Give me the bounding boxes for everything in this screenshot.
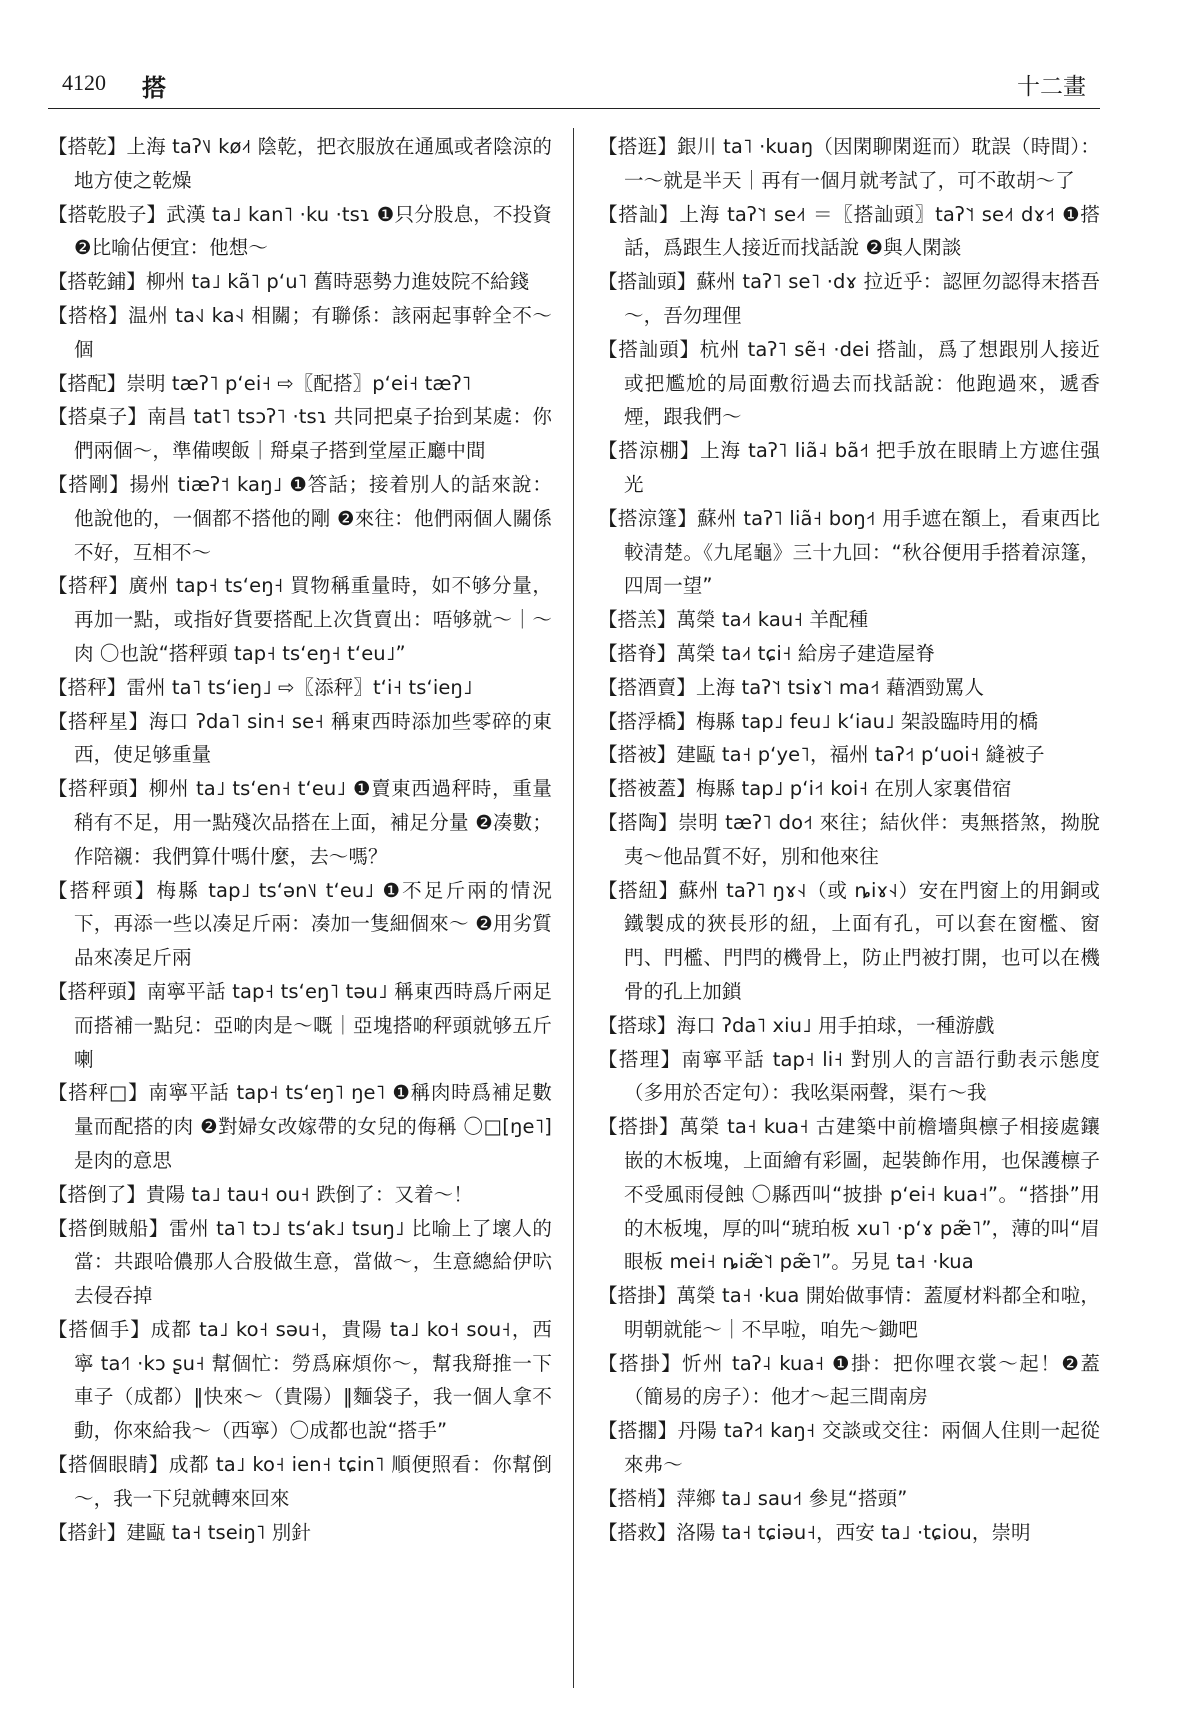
dictionary-entry: 【搭剛】揚州 tiæʔ˦ kaŋ˩ ❶答話；接着別人的話來說：他說他的，一個都不搭他的剛 ❷來往：他們兩個人關係不好，互相不～ — [48, 472, 552, 564]
stroke-section: 十二畫 — [1017, 74, 1086, 100]
dictionary-entry: 【搭脊】萬榮 ta˨˦ tɕi˧ 給房子建造屋脊 — [598, 641, 936, 665]
dictionary-entry: 【搭羔】萬榮 ta˨˦ kau˧ 羊配種 — [598, 608, 869, 632]
dictionary-entry: 【搭逛】銀川 ta˥ ·kuaŋ（因閑聊閑逛而）耽誤（時間）：一～就是半天｜再有一個月就考試了，可不敢胡～了 — [598, 135, 1100, 192]
dictionary-entry: 【搭救】洛陽 ta˧ tɕiəu˧，西安 ta˩ ·tɕiou，崇明 — [598, 1520, 1031, 1544]
dictionary-entry: 【搭格】温州 ta˧˩ ka˧˨ 相關；有聯係：該兩起事幹全不～個 — [48, 303, 552, 361]
dictionary-entry: 【搭理】南寧平話 tap˧ li˧ 對別人的言語行動表示態度（多用於否定句）：我吆渠兩聲，渠冇～我 — [598, 1047, 1100, 1105]
dictionary-entry: 【搭酒賣】上海 taʔ˥˦ tsiɤ˥˦ ma˧˦ 藉酒勁罵人 — [598, 675, 985, 699]
dictionary-entry: 【搭針】建甌 ta˧ tseiŋ˥ 別針 — [48, 1520, 312, 1544]
dictionary-entry: 【搭個手】成都 ta˩ ko˧ səu˧，貴陽 ta˩ ko˧ sou˧，西寧 ta˧˥ ·kɔ ʂu˧ 幫個忙：勞爲麻煩你～，幫我搿推一下車子（成都）‖快來～（貴陽）‖麵袋子，我一個人拿不動，你來給我～（西寧）〇成都也說“搭手” — [48, 1317, 552, 1443]
dictionary-entry: 【搭秤星】海口 ʔda˥ sin˧ se˧ 稱東西時添加些零碎的東西，使足够重量 — [48, 709, 552, 767]
page-number: 4120 — [62, 70, 106, 95]
dictionary-entry: 【搭秤頭】南寧平話 tap˧ tsʻeŋ˥ təu˩ 稱東西時爲斤兩足而搭補一點兒：亞啲肉是～嘅｜亞塊搭啲秤頭就够五斤喇 — [48, 979, 552, 1071]
dictionary-entry: 【搭乾鋪】柳州 ta˩ kã˥ pʻu˥ 舊時惡勢力進妓院不給錢 — [48, 270, 530, 294]
dictionary-entry: 【搭乾股子】武漢 ta˩ kan˥ ·ku ·tsɿ ❶只分股息，不投資 ❷比喻佔便宜：他想～ — [48, 202, 552, 260]
dictionary-entry: 【搭涼篷】蘇州 taʔ˥ liã˧ boŋ˧˦ 用手遮在額上，看東西比較清楚。《九尾龜》三十九回：“秋谷便用手搭着涼篷，四周一望” — [598, 506, 1100, 598]
dictionary-entry: 【搭被蓋】梅縣 tap˩ pʻi˧˦ koi˧ 在別人家裏借宿 — [598, 777, 1012, 801]
dictionary-entry: 【搭倒了】貴陽 ta˩ tau˧ ou˧ 跌倒了：又着～！ — [48, 1182, 473, 1206]
dictionary-entry: 【搭個眼睛】成都 ta˩ ko˧ ien˧ tɕin˥ 順便照看：你幫倒～，我一下兒就轉來回來 — [48, 1453, 552, 1510]
dictionary-entry: 【搭乾】上海 taʔ˥˩ kø˨˦ 陰乾，把衣服放在通風或者陰涼的地方使之乾燥 — [48, 135, 552, 192]
left-column — [48, 130, 552, 1549]
page-header — [48, 68, 1100, 109]
dictionary-entry: 【搭訕頭】杭州 taʔ˥ sẽ˧ ·dei 搭訕，爲了想跟別人接近或把尷尬的局面敷衍過去而找話說：他跑過來，遞香煙，跟我們～ — [598, 337, 1100, 429]
dictionary-entry: 【搭被】建甌 ta˧ pʻye˥，福州 taʔ˧˦ pʻuoi˧ 縫被子 — [598, 743, 1045, 767]
dictionary-entry: 【搭訕】上海 taʔ˥˦ se˨˦ ＝〖搭訕頭〗taʔ˥˦ se˨˦ dɤ˧˦ ❶搭話，爲跟生人接近而找話說 ❷與人閑談 — [598, 202, 1100, 260]
dictionary-entry: 【搭涼棚】上海 taʔ˥ liã˨ bã˧˦ 把手放在眼睛上方遮住强光 — [598, 439, 1100, 496]
dictionary-entry: 【搭訕頭】蘇州 taʔ˥ se˥ ·dɤ 拉近乎：認匣勿認得末搭吾～，吾勿理俚 — [598, 270, 1100, 327]
dictionary-entry: 【搭掛】萬榮 ta˧ kua˧ 古建築中前檐墻與檩子相接處鑲嵌的木板塊，上面繪有彩圖，起裝飾作用，也保護檩子不受風雨侵蝕 〇縣西叫“披掛 pʻei˧ kua˧”。“搭掛”用的木板塊，厚的叫“琥珀板 xu˥ ·pʻɤ pæ̃˥”，薄的叫“眉眼板 mei˧ ȵiæ̃˥˦ pæ̃˥”。另見 ta˧ ·kua — [598, 1115, 1100, 1274]
dictionary-entry: 【搭梢】萍鄉 ta˩ sau˧˦ 參見“搭頭” — [598, 1486, 908, 1510]
dictionary-entry: 【搭秤】雷州 ta˥ tsʻieŋ˩ ⇨〖添秤〗tʻi˧ tsʻieŋ˩ — [48, 675, 473, 699]
dictionary-entry: 【搭擱】丹陽 taʔ˧˦ kaŋ˧ 交談或交往：兩個人住則一起從來弗～ — [598, 1419, 1100, 1477]
dictionary-entry: 【搭配】崇明 tæʔ˥ pʻei˧ ⇨〖配搭〗pʻei˧ tæʔ˥ — [48, 371, 472, 395]
head-character: 搭 — [142, 74, 166, 102]
dictionary-entry: 【搭陶】崇明 tæʔ˥ do˧˦ 來往；結伙伴：夷無搭煞，拗脫夷～他品質不好，別和他來往 — [598, 810, 1100, 868]
dictionary-entry: 【搭秤□】南寧平話 tap˧ tsʻeŋ˥ ŋe˥ ❶稱肉時爲補足數量而配搭的肉 ❷對婦女改嫁帶的女兒的侮稱 〇□[ŋe˥]是肉的意思 — [48, 1081, 552, 1172]
dictionary-entry: 【搭球】海口 ʔda˥ xiu˩ 用手拍球，一種游戲 — [598, 1013, 995, 1037]
dictionary-entry: 【搭浮橋】梅縣 tap˩ feu˩ kʻiau˩ 架設臨時用的橋 — [598, 709, 1039, 733]
dictionary-entry: 【搭桌子】南昌 tat˥ tsɔʔ˥ ·tsɿ 共同把桌子抬到某處：你們兩個～，準備喫飯｜搿桌子搭到堂屋正廳中間 — [48, 405, 552, 463]
dictionary-entry: 【搭倒賊船】雷州 ta˥ tɔ˩ tsʻak˩ tsuŋ˩ 比喻上了壞人的當：共跟哈儂那人合股做生意，當做～，生意總給伊𠯿去侵吞掉 — [48, 1216, 552, 1308]
column-divider — [573, 128, 574, 1688]
dictionary-entry: 【搭秤】廣州 tap˧ tsʻeŋ˧ 買物稱重量時，如不够分量，再加一點，或指好貨要搭配上次貨賣出：唔够就～｜～肉 〇也說“搭秤頭 tap˧ tsʻeŋ˧ tʻeu˩” — [48, 574, 552, 665]
dictionary-entry: 【搭掛】忻州 taʔ˨ kua˧ ❶掛：把你哩衣裳～起！❷蓋（簡易的房子）：他才～起三間南房 — [598, 1351, 1100, 1409]
dictionary-entry: 【搭秤頭】梅縣 tap˩ tsʻən˥˩ tʻeu˩ ❶不足斤兩的情況下，再添一些以凑足斤兩：凑加一隻細個來～ ❷用劣質品來凑足斤兩 — [48, 878, 552, 970]
dictionary-entry: 【搭秤頭】柳州 ta˩ tsʻen˧ tʻeu˩ ❶賣東西過秤時，重量稍有不足，用一點殘次品搭在上面，補足分量 ❷凑數；作陪襯：我們算什嗎什麼，去～嗎？ — [48, 777, 552, 868]
dictionary-entry: 【搭掛】萬榮 ta˧ ·kua 開始做事情：蓋厦材料都全和啦，明朝就能～｜不早啦，咱先～鋤吧 — [598, 1284, 1100, 1341]
right-column — [598, 130, 1100, 1549]
dictionary-entry: 【搭紐】蘇州 taʔ˥ ŋɤ˧˨（或 ȵiɤ˧˨）安在門窗上的用銅或鐵製成的狹長形的紐，上面有孔，可以套在窗檻、窗門、門檻、門閂的機骨上，防止門被打開，也可以在機骨的孔上加鎖 — [598, 878, 1100, 1003]
